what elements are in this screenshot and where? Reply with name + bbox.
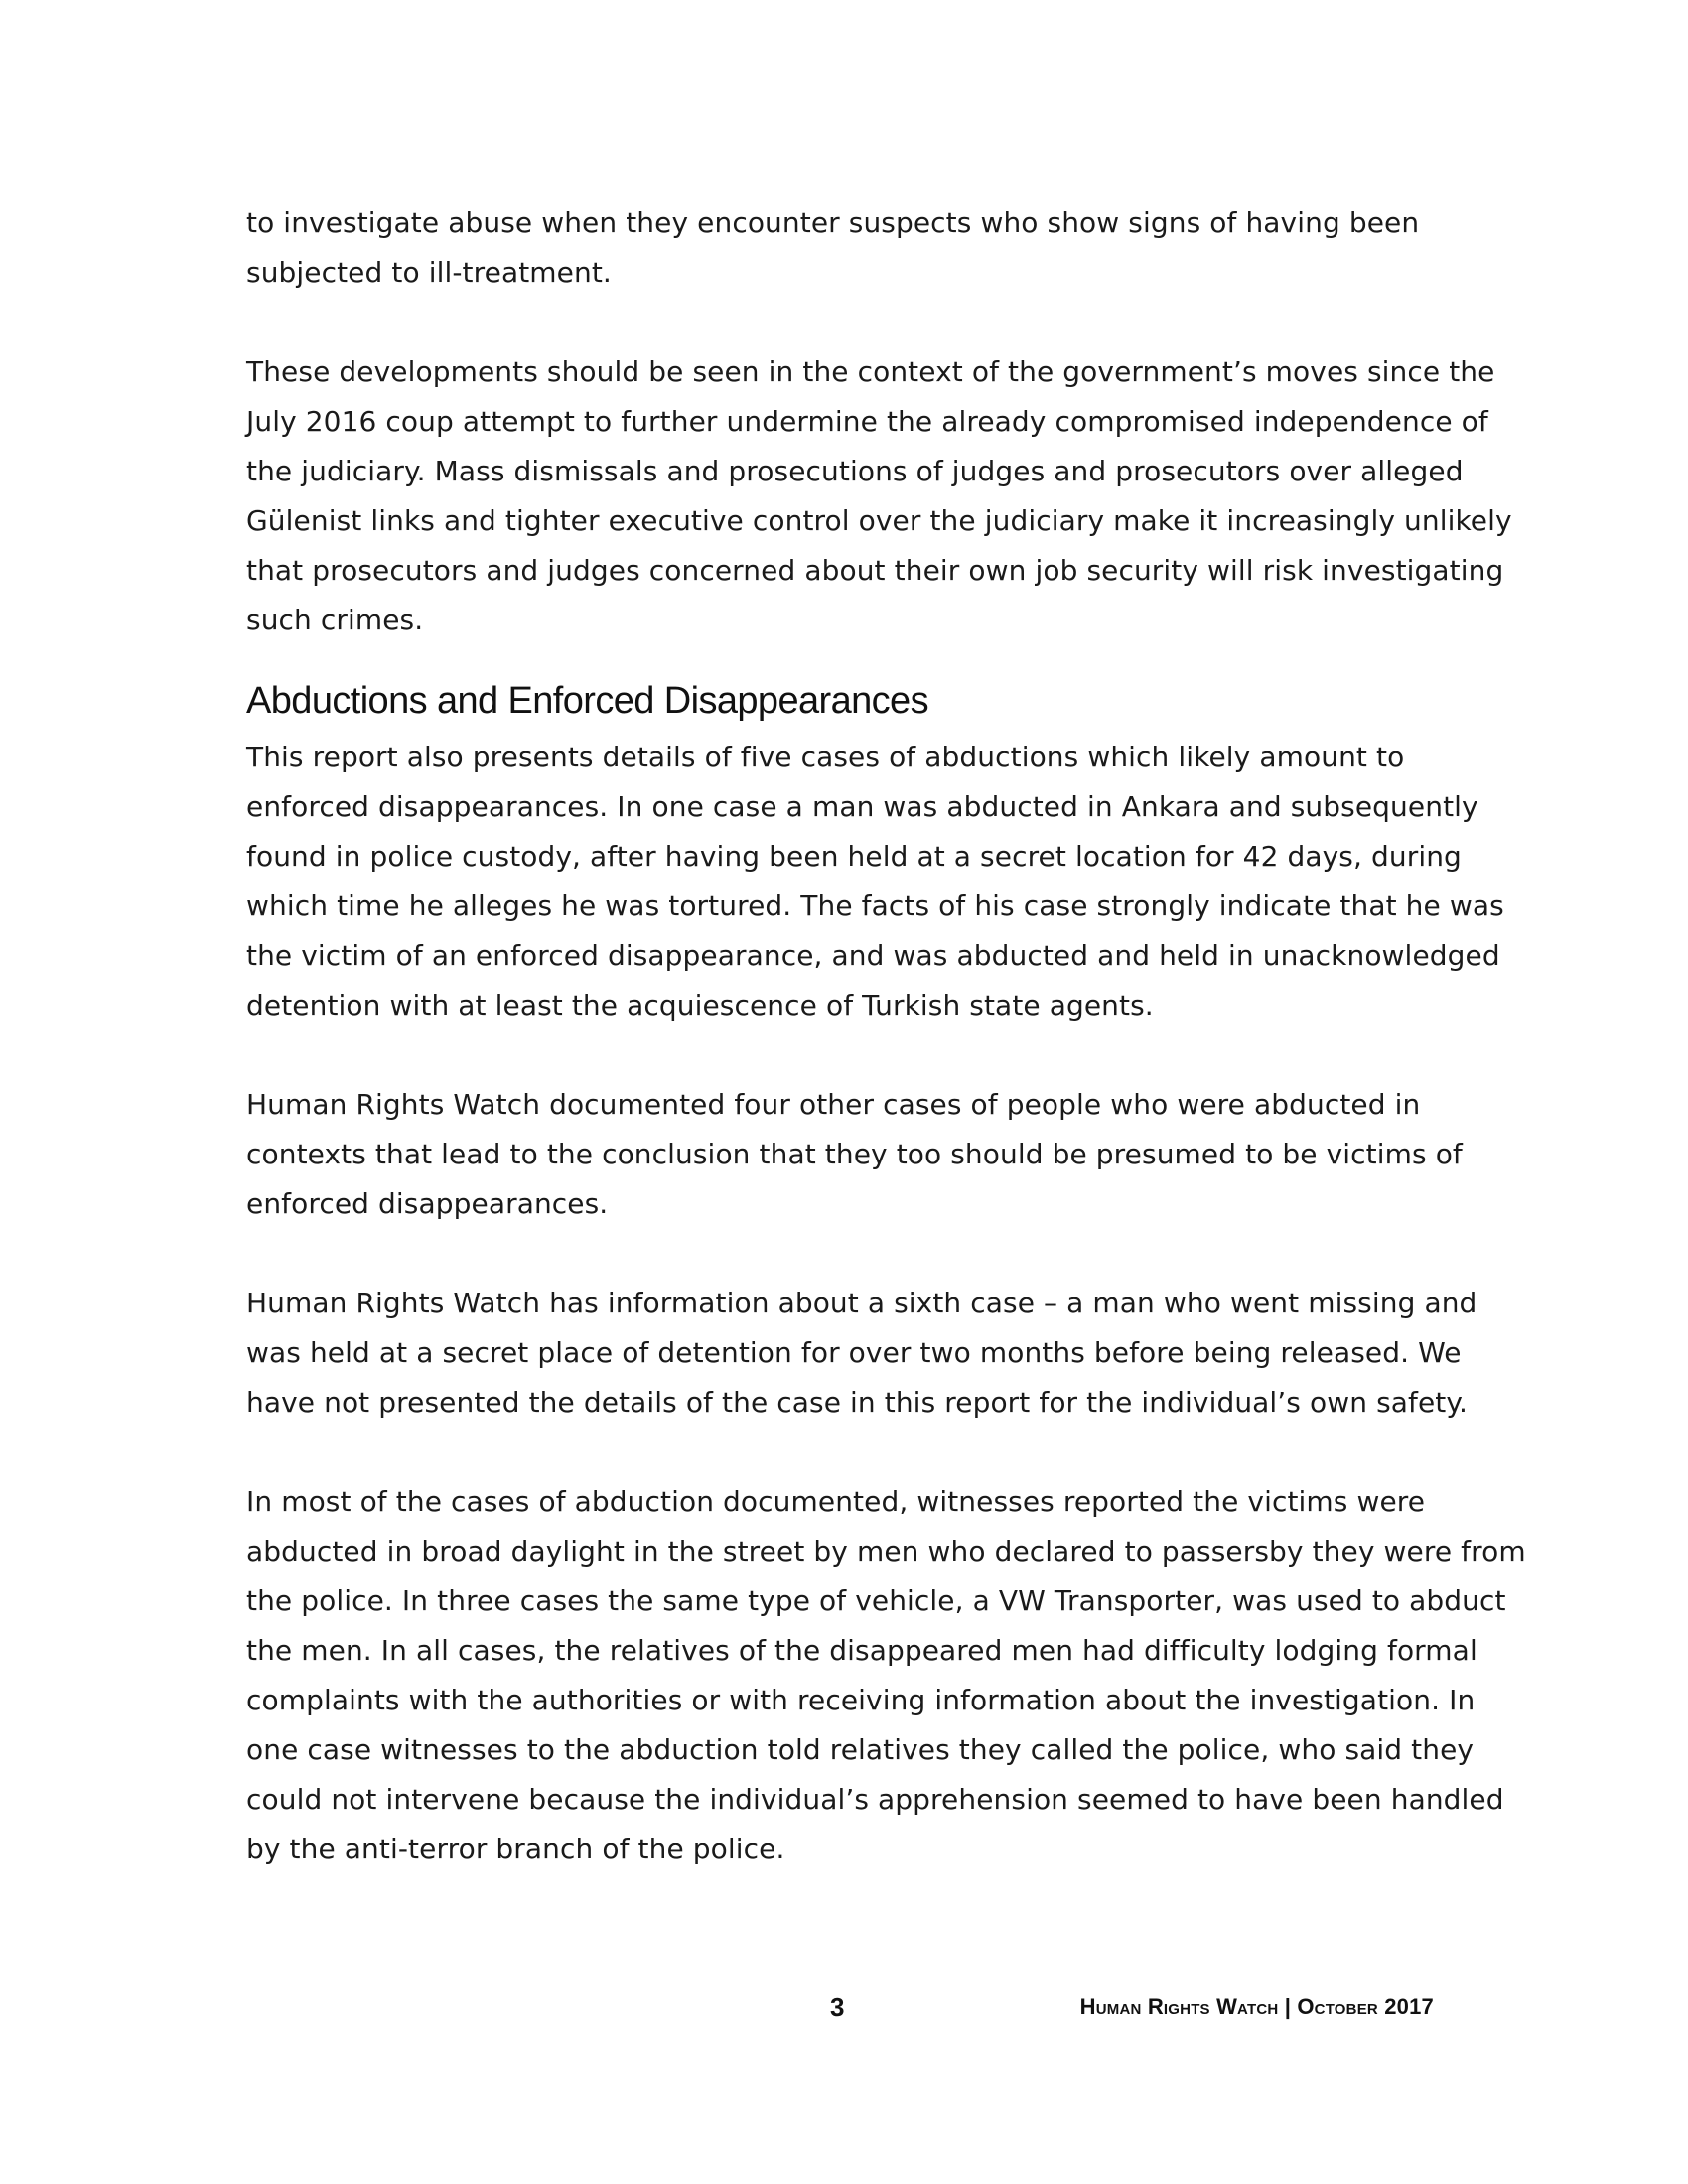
text-line: could not intervene because the individual’s apprehension seemed to have been handled <box>246 1783 1504 1816</box>
page-number: 3 <box>830 1992 845 2022</box>
text-line: one case witnesses to the abduction told relatives they called the police, who said they <box>246 1733 1475 1766</box>
paragraph-spacer <box>246 298 1428 347</box>
text-line: the men. In all cases, the relatives of the disappeared men had difficulty lodging formal <box>246 1634 1477 1667</box>
text-line: was held at a secret place of detention for over two months before being released. We <box>246 1336 1462 1369</box>
text-line: enforced disappearances. In one case a man was abducted in Ankara and subsequently <box>246 790 1478 823</box>
text-line: These developments should be seen in the context of the government’s moves since the <box>246 355 1495 388</box>
text-line: This report also presents details of five cases of abductions which likely amount to <box>246 741 1405 773</box>
text-line: have not presented the details of the case in this report for the individual’s own safety. <box>246 1386 1469 1419</box>
paragraph-witnesses <box>246 1477 1526 1874</box>
text-line: contexts that lead to the conclusion that they too should be presumed to be victims of <box>246 1138 1463 1170</box>
text-line: July 2016 coup attempt to further undermine the already compromised independence of <box>246 405 1488 438</box>
text-line: detention with at least the acquiescence of Turkish state agents. <box>246 989 1154 1022</box>
text-line: the police. In three cases the same type of vehicle, a VW Transporter, was used to abduct <box>246 1584 1506 1617</box>
page-footer <box>0 1987 1688 2027</box>
text-line: Human Rights Watch has information about a sixth case – a man who went missing and <box>246 1287 1477 1319</box>
paragraph-context <box>246 347 1512 645</box>
paragraph-spacer <box>246 1428 1428 1477</box>
text-line: which time he alleges he was tortured. The facts of his case strongly indicate that he was <box>246 889 1504 922</box>
text-line: the judiciary. Mass dismissals and prosecutions of judges and prosecutors over alleged <box>246 455 1464 487</box>
text-line: Gülenist links and tighter executive control over the judiciary make it increasingly unlikely <box>246 504 1512 537</box>
page-content <box>246 199 1526 1874</box>
paragraph-spacer <box>246 1030 1428 1080</box>
text-line: such crimes. <box>246 604 424 636</box>
paragraph-abductions-intro <box>246 733 1504 1030</box>
paragraph-sixth-case <box>246 1279 1477 1428</box>
text-line: In most of the cases of abduction documented, witnesses reported the victims were <box>246 1485 1426 1518</box>
paragraph-four-cases <box>246 1080 1463 1229</box>
paragraph-continued <box>246 199 1428 298</box>
text-line: complaints with the authorities or with receiving information about the investigation. In <box>246 1684 1476 1716</box>
text-line: subjected to ill-treatment. <box>246 256 612 289</box>
text-line: Human Rights Watch documented four other cases of people who were abducted in <box>246 1088 1421 1121</box>
section-heading: Abductions and Enforced Disappearances <box>246 680 928 722</box>
text-line: to investigate abuse when they encounter suspects who show signs of having been <box>246 206 1420 239</box>
text-line: by the anti-terror branch of the police. <box>246 1833 785 1865</box>
text-line: abducted in broad daylight in the street by men who declared to passersby they were from <box>246 1535 1526 1568</box>
footer-publisher-date: Human Rights Watch | October 2017 <box>1079 1994 1434 2019</box>
text-line: found in police custody, after having been held at a secret location for 42 days, during <box>246 840 1462 873</box>
text-line: that prosecutors and judges concerned about their own job security will risk investigating <box>246 554 1504 587</box>
text-line: the victim of an enforced disappearance, and was abducted and held in unacknowledged <box>246 939 1500 972</box>
text-line: enforced disappearances. <box>246 1187 609 1220</box>
paragraph-spacer <box>246 1229 1428 1279</box>
